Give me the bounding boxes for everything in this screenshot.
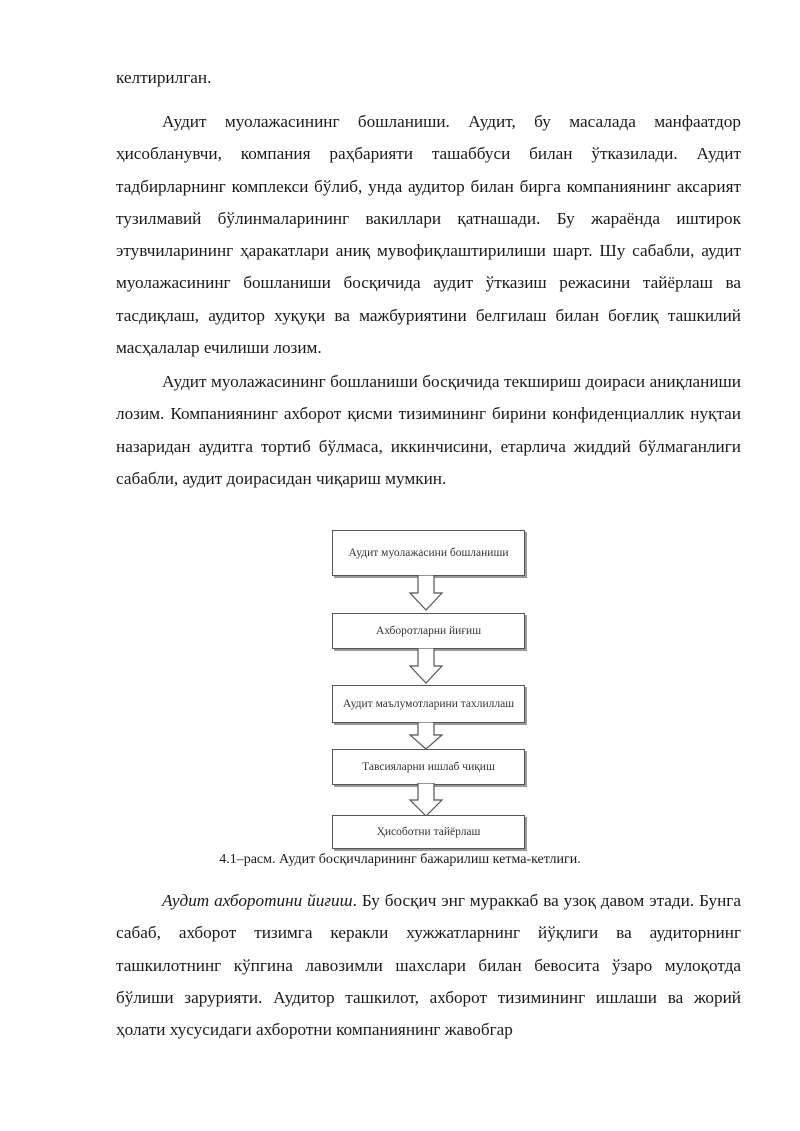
paragraph-audit-scope: Аудит муолажасининг бошланиши босқичида текшириш доираси аниқланиши лозим. Компаниянинг ахборот қисми тизимининг бирини конфиденциаллик нуқтаи назаридан аудитга тортиб бўлмаса, иккинчисини, етарлича жиддий бўлмаганлиги сабабли, аудит доирасидан чиқариш мумкин. bbox=[116, 372, 741, 488]
paragraph-audit-start: Аудит муолажасининг бошланиши. Аудит, бу масалада манфаатдор ҳисобланувчи, компания раҳбарияти ташаббуси билан ўтказилади. Аудит тадбирларнинг комплекси бўлиб, унда аудитор билан бирга компаниянинг аксарият тузилмавий бўлинмаларининг вакиллари қатнашади. Бу жараёнда иштирок этувчиларининг ҳаракатлари аниқ мувофиқлаштирилиши шарт. Шу сабабли, аудит муолажасининг бошланиши босқичида аудит ўтказиш режасини тайёрлаш ва тасдиқлаш, аудитор хуқуқи ва мажбуриятини белгилаш билан боғлиқ ташкилий масҳалалар ечилиши лозим. bbox=[116, 112, 741, 358]
flow-step-audit-start: Аудит муолажасини бошланиши bbox=[332, 530, 525, 576]
paragraph-text: . Бу босқич энг мураккаб ва узоқ давом этади. Бунга сабаб, ахборот тизимга керакли хужжатларнинг йўқлиги ва аудиторнинг ташкилотнинг кўпгина лавозимли шахслари билан бевосита ўзаро мулоқотда бўлиши зарурияти. Аудитор ташкилот, ахборот тизимининг ишлаши ва жорий ҳолати хусусидаги ахборотни компаниянинг жавобгар bbox=[116, 891, 741, 1040]
continued-line: келтирилган. bbox=[116, 68, 212, 87]
flow-step-analyze-data: Аудит маълумотларини тахлиллаш bbox=[332, 685, 525, 723]
flow-step-prepare-report: Ҳисоботни тайёрлаш bbox=[332, 815, 525, 849]
down-arrow-icon bbox=[408, 722, 444, 750]
flow-step-collect-info: Ахборотларни йиғиш bbox=[332, 613, 525, 649]
down-arrow-icon bbox=[408, 783, 444, 817]
figure-caption: 4.1–расм. Аудит босқичларининг бажарилиш кетма-кетлиги. bbox=[219, 852, 581, 867]
paragraph-info-collection bbox=[116, 885, 741, 1046]
flow-step-recommendations: Тавсияларни ишлаб чиқиш bbox=[332, 749, 525, 785]
italic-term: Аудит ахборотини йиғиш bbox=[162, 891, 353, 910]
audit-stages-flowchart bbox=[330, 525, 530, 855]
down-arrow-icon bbox=[408, 575, 444, 611]
down-arrow-icon bbox=[408, 648, 444, 684]
